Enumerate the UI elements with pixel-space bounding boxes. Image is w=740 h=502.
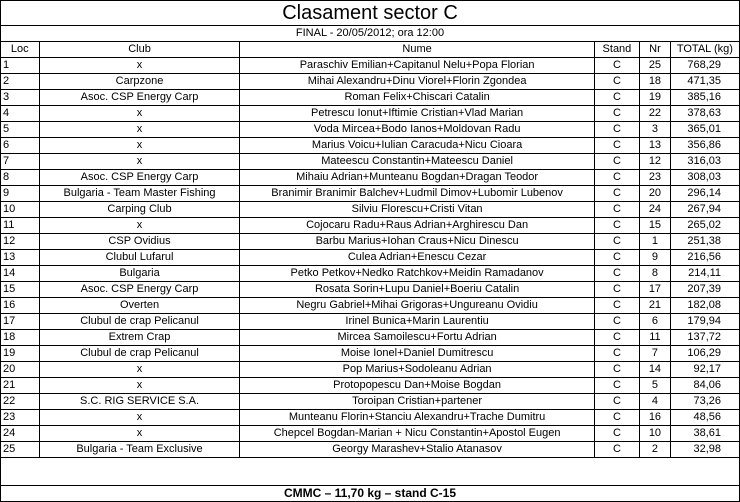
cell-club: Asoc. CSP Energy Carp [39,90,240,106]
cell-stand: C [594,426,639,442]
cell-names: Rosata Sorin+Lupu Daniel+Boeriu Catalin [240,282,594,298]
cell-stand: C [594,266,639,282]
cell-total: 378,63 [670,106,739,122]
cell-total: 385,16 [670,90,739,106]
cell-total: 214,11 [670,266,739,282]
cell-total: 296,14 [670,186,739,202]
cell-loc: 16 [1,298,39,314]
cell-nr: 9 [640,250,671,266]
table-row [1,442,739,458]
cell-nr: 14 [640,362,671,378]
cell-names: Chepcel Bogdan-Marian + Nicu Constantin+Apostol Eugen [240,426,594,442]
cell-club: Carping Club [39,202,240,218]
cell-stand: C [594,394,639,410]
cell-loc: 2 [1,74,39,90]
cell-club: Bulgaria [39,266,240,282]
table-row [1,138,739,154]
cell-club: x [39,218,240,234]
cell-names: Barbu Marius+Iohan Craus+Nicu Dinescu [240,234,594,250]
cell-loc: 9 [1,186,39,202]
column-header-total: TOTAL (kg) [670,42,739,58]
cell-names: Moise Ionel+Daniel Dumitrescu [240,346,594,362]
cell-total: 316,03 [670,154,739,170]
cell-stand: C [594,186,639,202]
cell-names: Roman Felix+Chiscari Catalin [240,90,594,106]
cell-club: S.C. RIG SERVICE S.A. [39,394,240,410]
cell-club: x [39,426,240,442]
column-header-names: Nume [240,42,594,58]
cell-nr: 23 [640,170,671,186]
table-row [1,362,739,378]
cell-loc: 3 [1,90,39,106]
cell-nr: 17 [640,282,671,298]
cell-loc: 10 [1,202,39,218]
cell-names: Negru Gabriel+Mihai Grigoras+Ungureanu Ovidiu [240,298,594,314]
cell-stand: C [594,122,639,138]
cell-total: 216,56 [670,250,739,266]
cell-loc: 15 [1,282,39,298]
column-header-nr: Nr [640,42,671,58]
cell-total: 768,29 [670,58,739,74]
cell-names: Petko Petkov+Nedko Ratchkov+Meidin Ramadanov [240,266,594,282]
cell-names: Mircea Samoilescu+Fortu Adrian [240,330,594,346]
cell-club: x [39,154,240,170]
cell-club: Asoc. CSP Energy Carp [39,282,240,298]
cell-names: Petrescu Ionut+Iftimie Cristian+Vlad Marian [240,106,594,122]
cell-stand: C [594,362,639,378]
column-header-loc: Loc [1,42,39,58]
cell-total: 182,08 [670,298,739,314]
cell-club: x [39,362,240,378]
cell-stand: C [594,330,639,346]
cell-loc: 12 [1,234,39,250]
cell-loc: 21 [1,378,39,394]
cell-club: x [39,378,240,394]
cell-nr: 10 [640,426,671,442]
cell-total: 32,98 [670,442,739,458]
table-row [1,154,739,170]
cell-names: Protopopescu Dan+Moise Bogdan [240,378,594,394]
cell-stand: C [594,250,639,266]
cell-names: Culea Adrian+Enescu Cezar [240,250,594,266]
cell-names: Pop Marius+Sodoleanu Adrian [240,362,594,378]
cell-loc: 14 [1,266,39,282]
cell-nr: 7 [640,346,671,362]
cell-stand: C [594,106,639,122]
cell-nr: 19 [640,90,671,106]
cell-stand: C [594,314,639,330]
cell-total: 265,02 [670,218,739,234]
results-body [1,58,739,458]
table-row [1,330,739,346]
table-row [1,58,739,74]
cell-names: Cojocaru Radu+Raus Adrian+Arghirescu Dan [240,218,594,234]
cell-club: x [39,122,240,138]
table-row [1,410,739,426]
cell-stand: C [594,298,639,314]
cell-names: Paraschiv Emilian+Capitanul Nelu+Popa Florian [240,58,594,74]
cell-names: Munteanu Florin+Stanciu Alexandru+Trache Dumitru [240,410,594,426]
cell-nr: 2 [640,442,671,458]
cell-total: 137,72 [670,330,739,346]
cell-club: Bulgaria - Team Exclusive [39,442,240,458]
cell-nr: 21 [640,298,671,314]
cell-names: Marius Voicu+Iulian Caracuda+Nicu Cioara [240,138,594,154]
cell-nr: 16 [640,410,671,426]
cell-club: Clubul de crap Pelicanul [39,346,240,362]
cell-stand: C [594,218,639,234]
cell-loc: 17 [1,314,39,330]
cell-stand: C [594,410,639,426]
cell-nr: 15 [640,218,671,234]
cell-total: 48,56 [670,410,739,426]
cell-names: Irinel Bunica+Marin Laurentiu [240,314,594,330]
cell-nr: 13 [640,138,671,154]
table-row [1,186,739,202]
cell-club: Bulgaria - Team Master Fishing [39,186,240,202]
cell-club: Clubul de crap Pelicanul [39,314,240,330]
cell-loc: 4 [1,106,39,122]
cell-total: 207,39 [670,282,739,298]
cell-total: 308,03 [670,170,739,186]
table-row [1,426,739,442]
cell-names: Branimir Branimir Balchev+Ludmil Dimov+Lubomir Lubenov [240,186,594,202]
cell-loc: 6 [1,138,39,154]
cell-stand: C [594,234,639,250]
cell-stand: C [594,442,639,458]
results-table [1,42,739,458]
cell-stand: C [594,170,639,186]
cell-club: Extrem Crap [39,330,240,346]
cell-loc: 18 [1,330,39,346]
cell-names: Mateescu Constantin+Mateescu Daniel [240,154,594,170]
cell-club: x [39,106,240,122]
column-header-club: Club [39,42,240,58]
cell-total: 38,61 [670,426,739,442]
cell-loc: 11 [1,218,39,234]
cell-club: Overten [39,298,240,314]
cell-nr: 22 [640,106,671,122]
cell-stand: C [594,282,639,298]
cell-loc: 25 [1,442,39,458]
cell-stand: C [594,346,639,362]
cell-loc: 19 [1,346,39,362]
table-row [1,202,739,218]
cell-loc: 24 [1,426,39,442]
cell-total: 179,94 [670,314,739,330]
cell-stand: C [594,58,639,74]
cell-club: x [39,58,240,74]
table-row [1,234,739,250]
cell-nr: 8 [640,266,671,282]
column-header-stand: Stand [594,42,639,58]
page-title: Clasament sector C [1,1,739,26]
cell-names: Silviu Florescu+Cristi Vitan [240,202,594,218]
cell-total: 471,35 [670,74,739,90]
cell-total: 106,29 [670,346,739,362]
cell-names: Georgy Marashev+Stalio Atanasov [240,442,594,458]
table-row [1,122,739,138]
cell-loc: 22 [1,394,39,410]
cell-total: 356,86 [670,138,739,154]
cell-club: Asoc. CSP Energy Carp [39,170,240,186]
cell-total: 365,01 [670,122,739,138]
cell-stand: C [594,74,639,90]
cell-loc: 8 [1,170,39,186]
cell-nr: 1 [640,234,671,250]
cell-club: Clubul Lufarul [39,250,240,266]
cell-total: 267,94 [670,202,739,218]
table-row [1,218,739,234]
cell-nr: 3 [640,122,671,138]
cell-stand: C [594,202,639,218]
cell-total: 73,26 [670,394,739,410]
page-subtitle: FINAL - 20/05/2012; ora 12:00 [1,26,739,42]
cell-stand: C [594,90,639,106]
cell-club: x [39,410,240,426]
table-row [1,250,739,266]
cell-names: Voda Mircea+Bodo Ianos+Moldovan Radu [240,122,594,138]
cell-stand: C [594,138,639,154]
cell-loc: 7 [1,154,39,170]
cell-stand: C [594,154,639,170]
cell-club: Carpzone [39,74,240,90]
table-row [1,394,739,410]
cell-nr: 25 [640,58,671,74]
cell-nr: 12 [640,154,671,170]
cell-club: x [39,138,240,154]
table-row [1,298,739,314]
cell-nr: 5 [640,378,671,394]
cell-nr: 20 [640,186,671,202]
cell-nr: 4 [640,394,671,410]
cell-names: Toroipan Cristian+partener [240,394,594,410]
table-row [1,106,739,122]
table-row [1,314,739,330]
cell-loc: 5 [1,122,39,138]
table-row [1,282,739,298]
cell-nr: 6 [640,314,671,330]
cell-total: 84,06 [670,378,739,394]
cell-loc: 20 [1,362,39,378]
footer-note: CMMC – 11,70 kg – stand C-15 [1,485,739,502]
cell-club: CSP Ovidius [39,234,240,250]
cell-nr: 11 [640,330,671,346]
cell-names: Mihai Alexandru+Dinu Viorel+Florin Zgondea [240,74,594,90]
cell-loc: 1 [1,58,39,74]
table-row [1,90,739,106]
table-row [1,346,739,362]
cell-nr: 24 [640,202,671,218]
cell-loc: 23 [1,410,39,426]
table-row [1,266,739,282]
cell-stand: C [594,378,639,394]
table-header-row [1,42,739,58]
cell-names: Mihaiu Adrian+Munteanu Bogdan+Dragan Teodor [240,170,594,186]
table-row [1,74,739,90]
table-row [1,378,739,394]
table-row [1,170,739,186]
cell-loc: 13 [1,250,39,266]
cell-total: 92,17 [670,362,739,378]
cell-total: 251,38 [670,234,739,250]
cell-nr: 18 [640,74,671,90]
